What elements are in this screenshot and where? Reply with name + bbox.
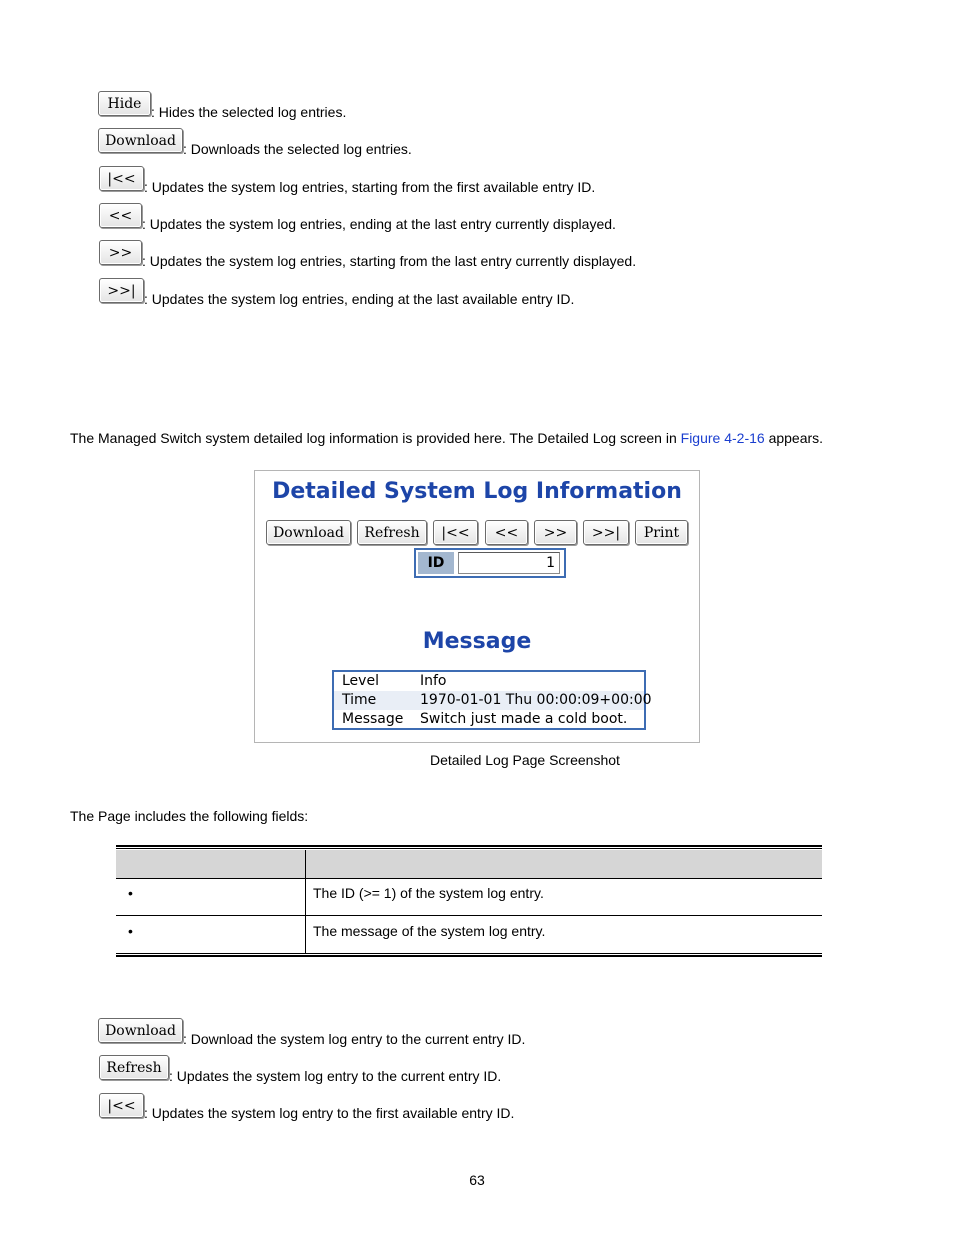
figure-caption: Detailed Log Page Screenshot [430, 752, 620, 768]
bullet: • [128, 885, 133, 901]
hide-button[interactable]: Hide [98, 91, 151, 116]
detailed-log-title: Detailed System Log Information [272, 479, 682, 504]
shot-print-button[interactable]: Print [635, 520, 688, 545]
previous-description: : Updates the system log entries, ending at the last entry currently displayed. [142, 216, 616, 232]
row-key: Level [342, 673, 379, 689]
table-row [334, 672, 644, 691]
bottom-first-button[interactable]: |<< [99, 1093, 144, 1118]
fields-table [116, 845, 822, 958]
download-button[interactable]: Download [98, 128, 183, 153]
shot-previous-button[interactable]: << [485, 520, 528, 545]
message-title: Message [422, 629, 532, 654]
detailed-log-screenshot [254, 470, 700, 743]
last-entry-button[interactable]: >>| [99, 278, 144, 303]
table-rule [116, 915, 822, 916]
shot-last-button[interactable]: >>| [583, 520, 629, 545]
intro-text-end: appears. [764, 430, 824, 446]
first-entry-button[interactable]: |<< [99, 166, 144, 191]
message-table [332, 670, 652, 730]
download-description: : Downloads the selected log entries. [183, 141, 412, 157]
bottom-download-button[interactable]: Download [98, 1018, 183, 1043]
id-label: ID [418, 552, 454, 574]
row-value: Switch just made a cold boot. [420, 711, 628, 727]
bullet: • [128, 923, 133, 939]
page-number: 63 [469, 1172, 485, 1188]
table-rule [116, 845, 822, 847]
field-description: The ID (>= 1) of the system log entry. [313, 885, 544, 901]
row-key: Time [342, 692, 377, 708]
column-divider [305, 850, 306, 953]
table-header [116, 850, 822, 878]
shot-next-button[interactable]: >> [534, 520, 577, 545]
shot-download-button[interactable]: Download [266, 520, 351, 545]
intro-text: The Managed Switch system detailed log information is provided here. The Detailed Log screen in [70, 430, 681, 446]
first-entry-description: : Updates the system log entries, starting from the first available entry ID. [144, 179, 596, 195]
row-value: 1970-01-01 Thu 00:00:09+00:00 [420, 692, 652, 708]
fields-intro: The Page includes the following fields: [70, 808, 309, 824]
id-input[interactable] [458, 552, 560, 574]
bottom-refresh-button[interactable]: Refresh [99, 1055, 169, 1080]
table-rule [116, 955, 822, 957]
id-field-group [414, 548, 566, 578]
previous-button[interactable]: << [99, 203, 142, 228]
field-description: The message of the system log entry. [313, 923, 546, 939]
last-entry-description: : Updates the system log entries, ending at the last available entry ID. [144, 291, 575, 307]
intro-paragraph [70, 430, 823, 446]
table-rule [116, 878, 822, 879]
table-rule [116, 848, 822, 849]
table-row [334, 691, 652, 710]
shot-first-button[interactable]: |<< [433, 520, 478, 545]
figure-link[interactable]: Figure 4-2-16 [680, 430, 765, 446]
shot-refresh-button[interactable]: Refresh [357, 520, 427, 545]
row-value: Info [420, 673, 447, 689]
bottom-refresh-description: : Updates the system log entry to the current entry ID. [169, 1068, 502, 1084]
next-button[interactable]: >> [99, 240, 142, 265]
table-row [334, 710, 644, 729]
hide-description: : Hides the selected log entries. [151, 104, 347, 120]
bottom-first-description: : Updates the system log entry to the first available entry ID. [144, 1105, 515, 1121]
next-description: : Updates the system log entries, starting from the last entry currently displayed. [142, 253, 637, 269]
bottom-download-description: : Download the system log entry to the current entry ID. [183, 1031, 526, 1047]
table-rule [116, 953, 822, 954]
row-key: Message [342, 711, 404, 727]
